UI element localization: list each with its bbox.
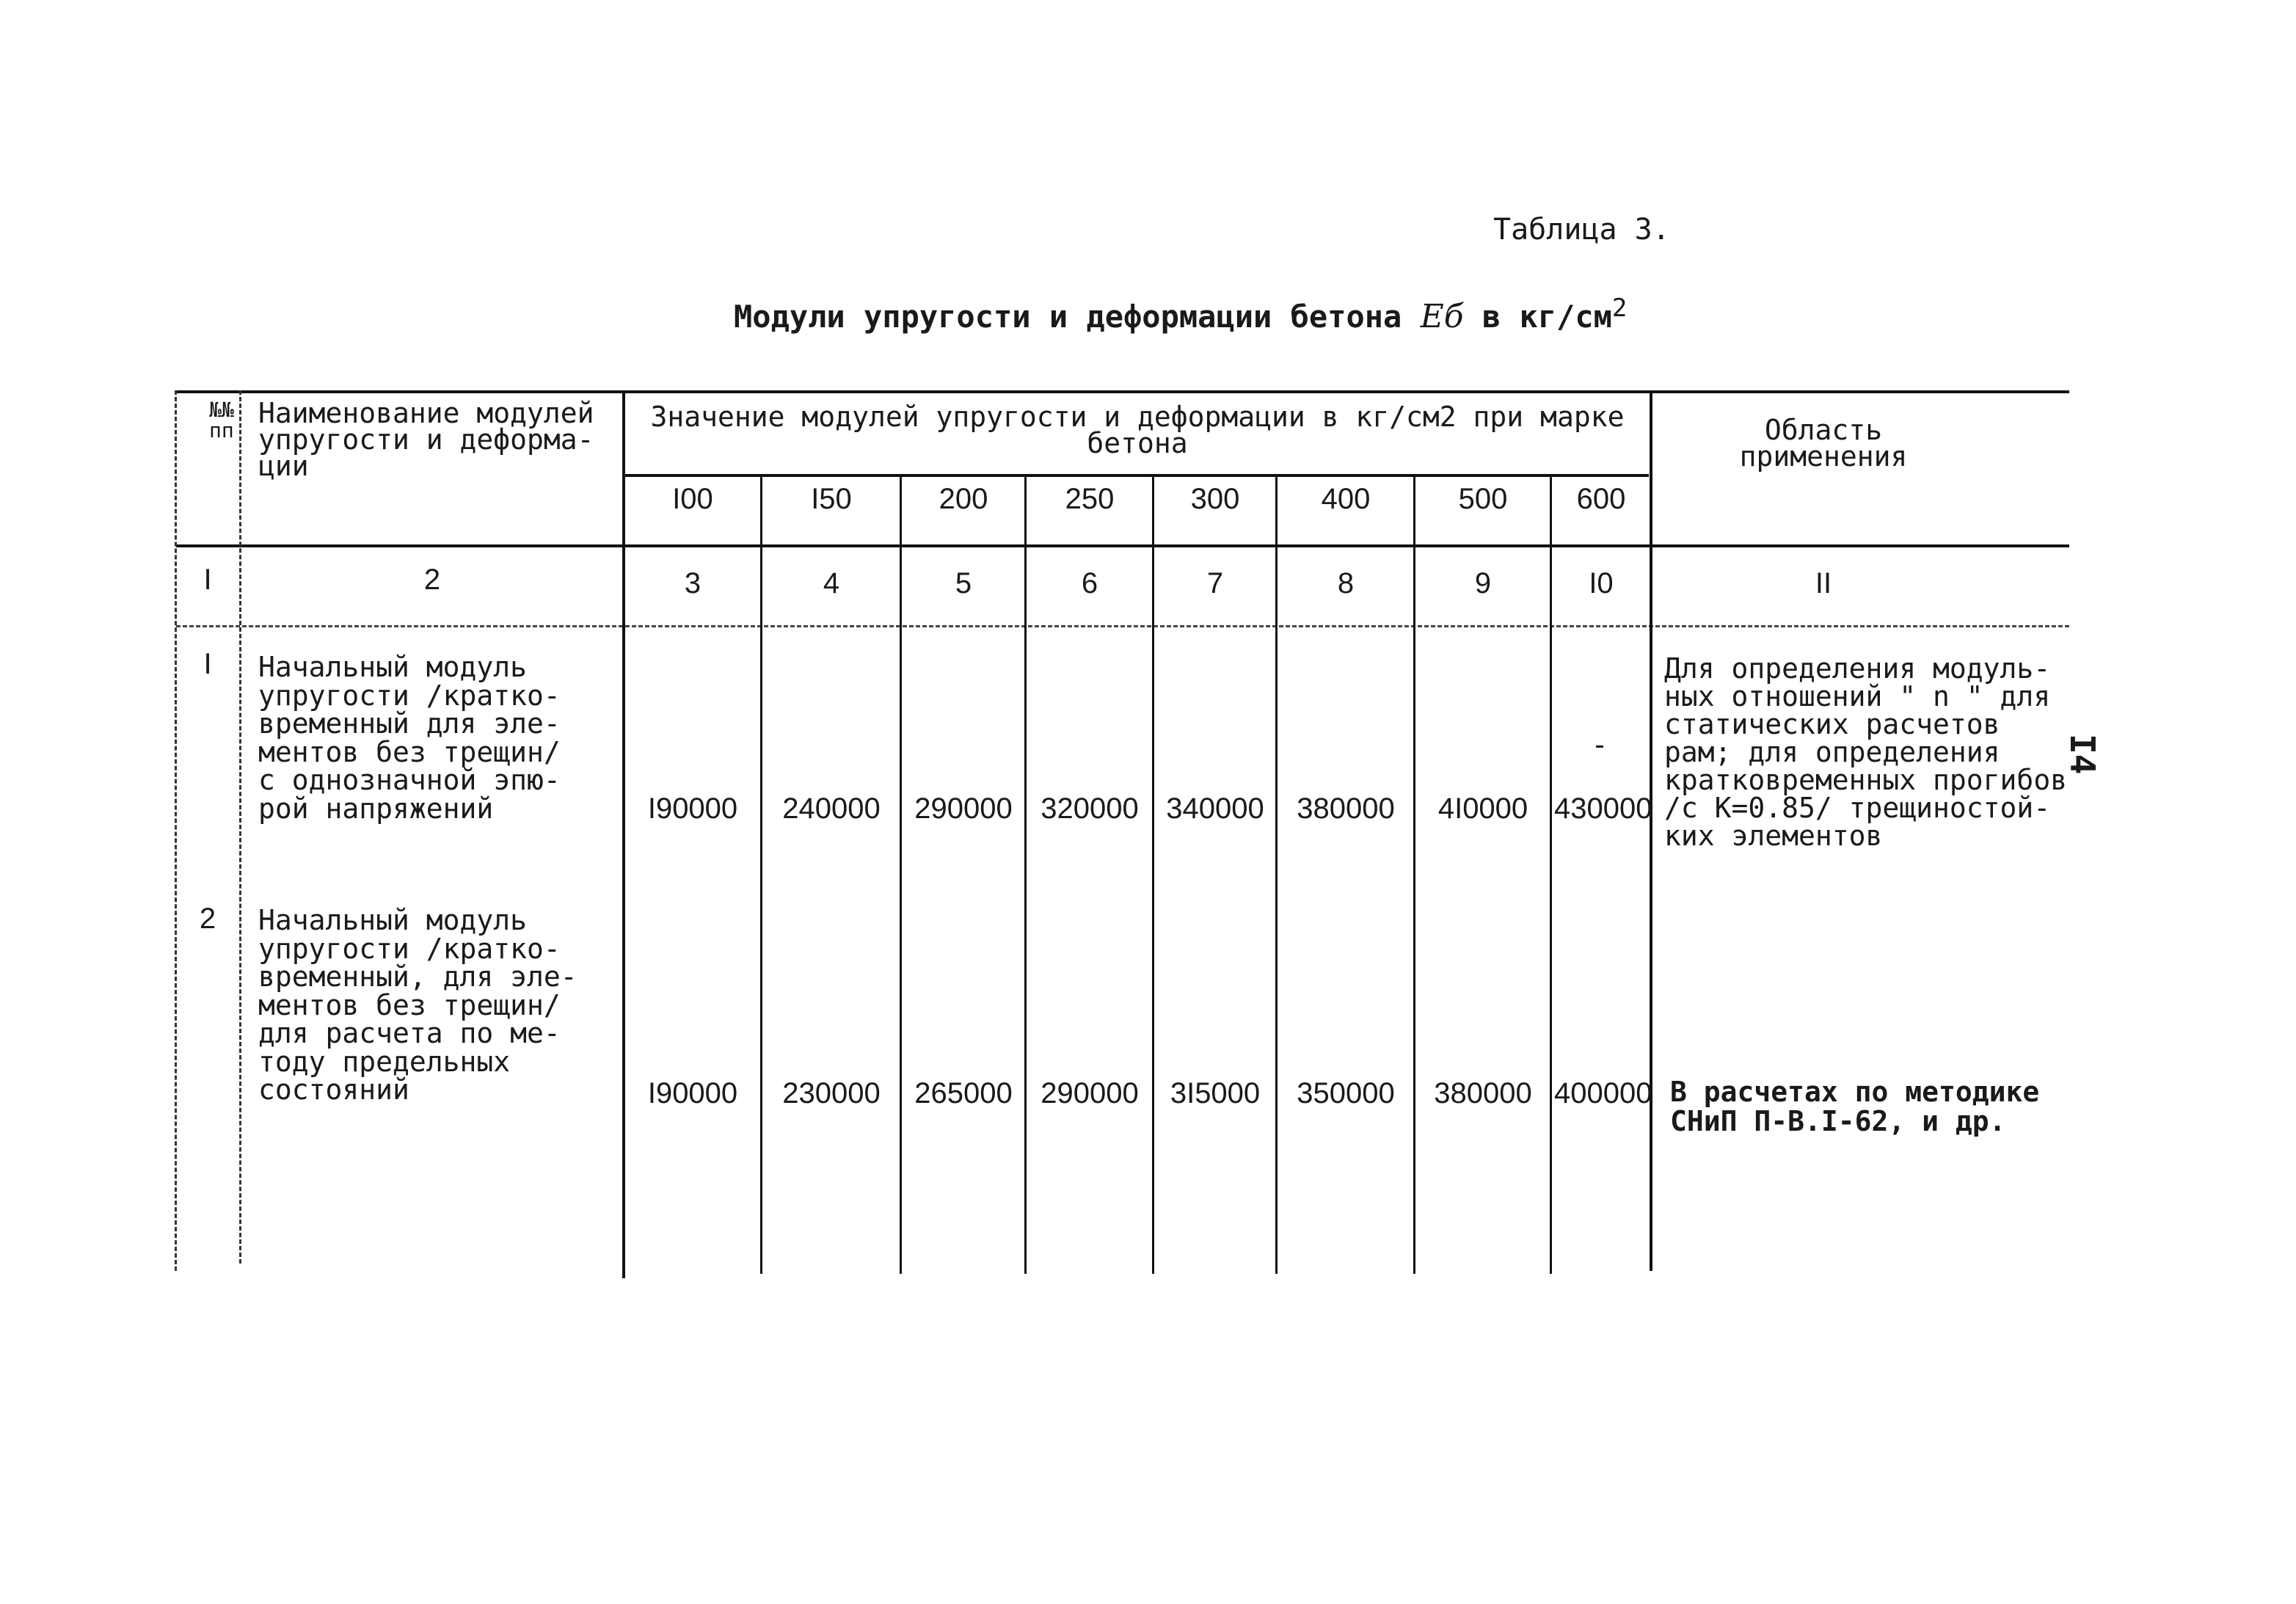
rule-left [175,390,177,1271]
grade-300: 300 [1190,483,1240,515]
value-500: 380000 [1434,1077,1532,1109]
value-150: 240000 [782,792,881,825]
colnum-7: 7 [1206,567,1224,599]
value-100: I90000 [647,1077,738,1109]
value-250: 320000 [1041,792,1139,825]
value-600: 400000 [1554,1077,1652,1109]
rule-grade-top [625,474,1649,477]
colnum-4: 4 [823,567,840,599]
title-units: в кг/см [1482,299,1612,335]
value-400: 350000 [1297,1077,1395,1109]
grade-200: 200 [939,483,988,515]
value-600: 430000 [1554,792,1652,825]
rule-after-200 [1024,474,1027,1274]
value-300: 340000 [1166,792,1264,825]
value-500: 4I0000 [1437,792,1528,825]
rule-colnum-bottom [176,625,2069,627]
row-area: Для определения модуль- ных отношений " n " для статических расчетов рам; для определения кратковременных прогибов /с K=0.85/ трещиностой- ких элементов [1664,652,2068,852]
header-col-area: Область применения [1739,414,1908,473]
row-area: В расчетах по методике СНиП П-В.I-62, и др. [1670,1076,2040,1137]
value-100: I90000 [647,792,738,825]
value-150: 230000 [782,1077,881,1109]
colnum-8: 8 [1337,567,1355,599]
colnum-5: 5 [955,567,972,599]
grade-600: 600 [1576,483,1626,515]
title-symbol: Eб [1420,298,1464,335]
grade-250: 250 [1065,483,1115,515]
rule-after-name [622,390,625,1278]
rule-after-num [239,390,241,1264]
colnum-2: 2 [423,564,441,596]
grade-500: 500 [1458,483,1508,515]
row-number: 2 [199,903,216,935]
grade-400: 400 [1321,483,1371,515]
row-name: Начальный модуль упругости /кратко- временный для эле- ментов без трещин/ с однозначной эпю- рой напряжений [258,651,561,825]
table-caption: Таблица 3. [1493,213,1670,247]
colnum-1: I [203,564,212,596]
colnum-9: 9 [1474,567,1492,599]
rule-after-300 [1275,474,1278,1274]
rule-after-600 [1650,390,1652,1271]
title-units-sup: 2 [1611,294,1628,323]
colnum-3: 3 [684,567,701,599]
title-text: Модули упругости и деформации бетона [734,299,1402,335]
value-600-dash: - [1595,729,1605,761]
value-200: 265000 [914,1077,1013,1109]
colnum-6: 6 [1081,567,1098,599]
rule-after-400 [1413,474,1415,1274]
page-number: I4 [2063,734,2102,775]
header-col-values: Значение модулей упругости и деформации в кг/см2 при марке бетона [650,401,1625,459]
rule-top [176,390,2069,393]
grade-100: I00 [672,483,713,515]
rule-header-bottom [176,544,2069,547]
header-col-name: Наименование модулей упругости и деформа- ции [258,397,594,482]
header-col-num: №№ пп [209,398,234,442]
rule-after-150 [900,474,902,1274]
rule-after-500 [1550,474,1552,1274]
colnum-10: I0 [1589,567,1614,599]
rule-after-250 [1152,474,1154,1274]
grade-150: I50 [811,483,852,515]
row-number: I [203,648,212,680]
value-300: 3I5000 [1170,1077,1261,1109]
row-name: Начальный модуль упругости /кратко- временный, для эле- ментов без трещин/ для расчета по ме- тоду предельных состояний [258,904,577,1106]
value-200: 290000 [914,792,1013,825]
rule-after-100 [760,474,762,1274]
colnum-11: II [1815,567,1832,599]
table-title [734,294,1627,335]
value-400: 380000 [1297,792,1395,825]
value-250: 290000 [1041,1077,1139,1109]
